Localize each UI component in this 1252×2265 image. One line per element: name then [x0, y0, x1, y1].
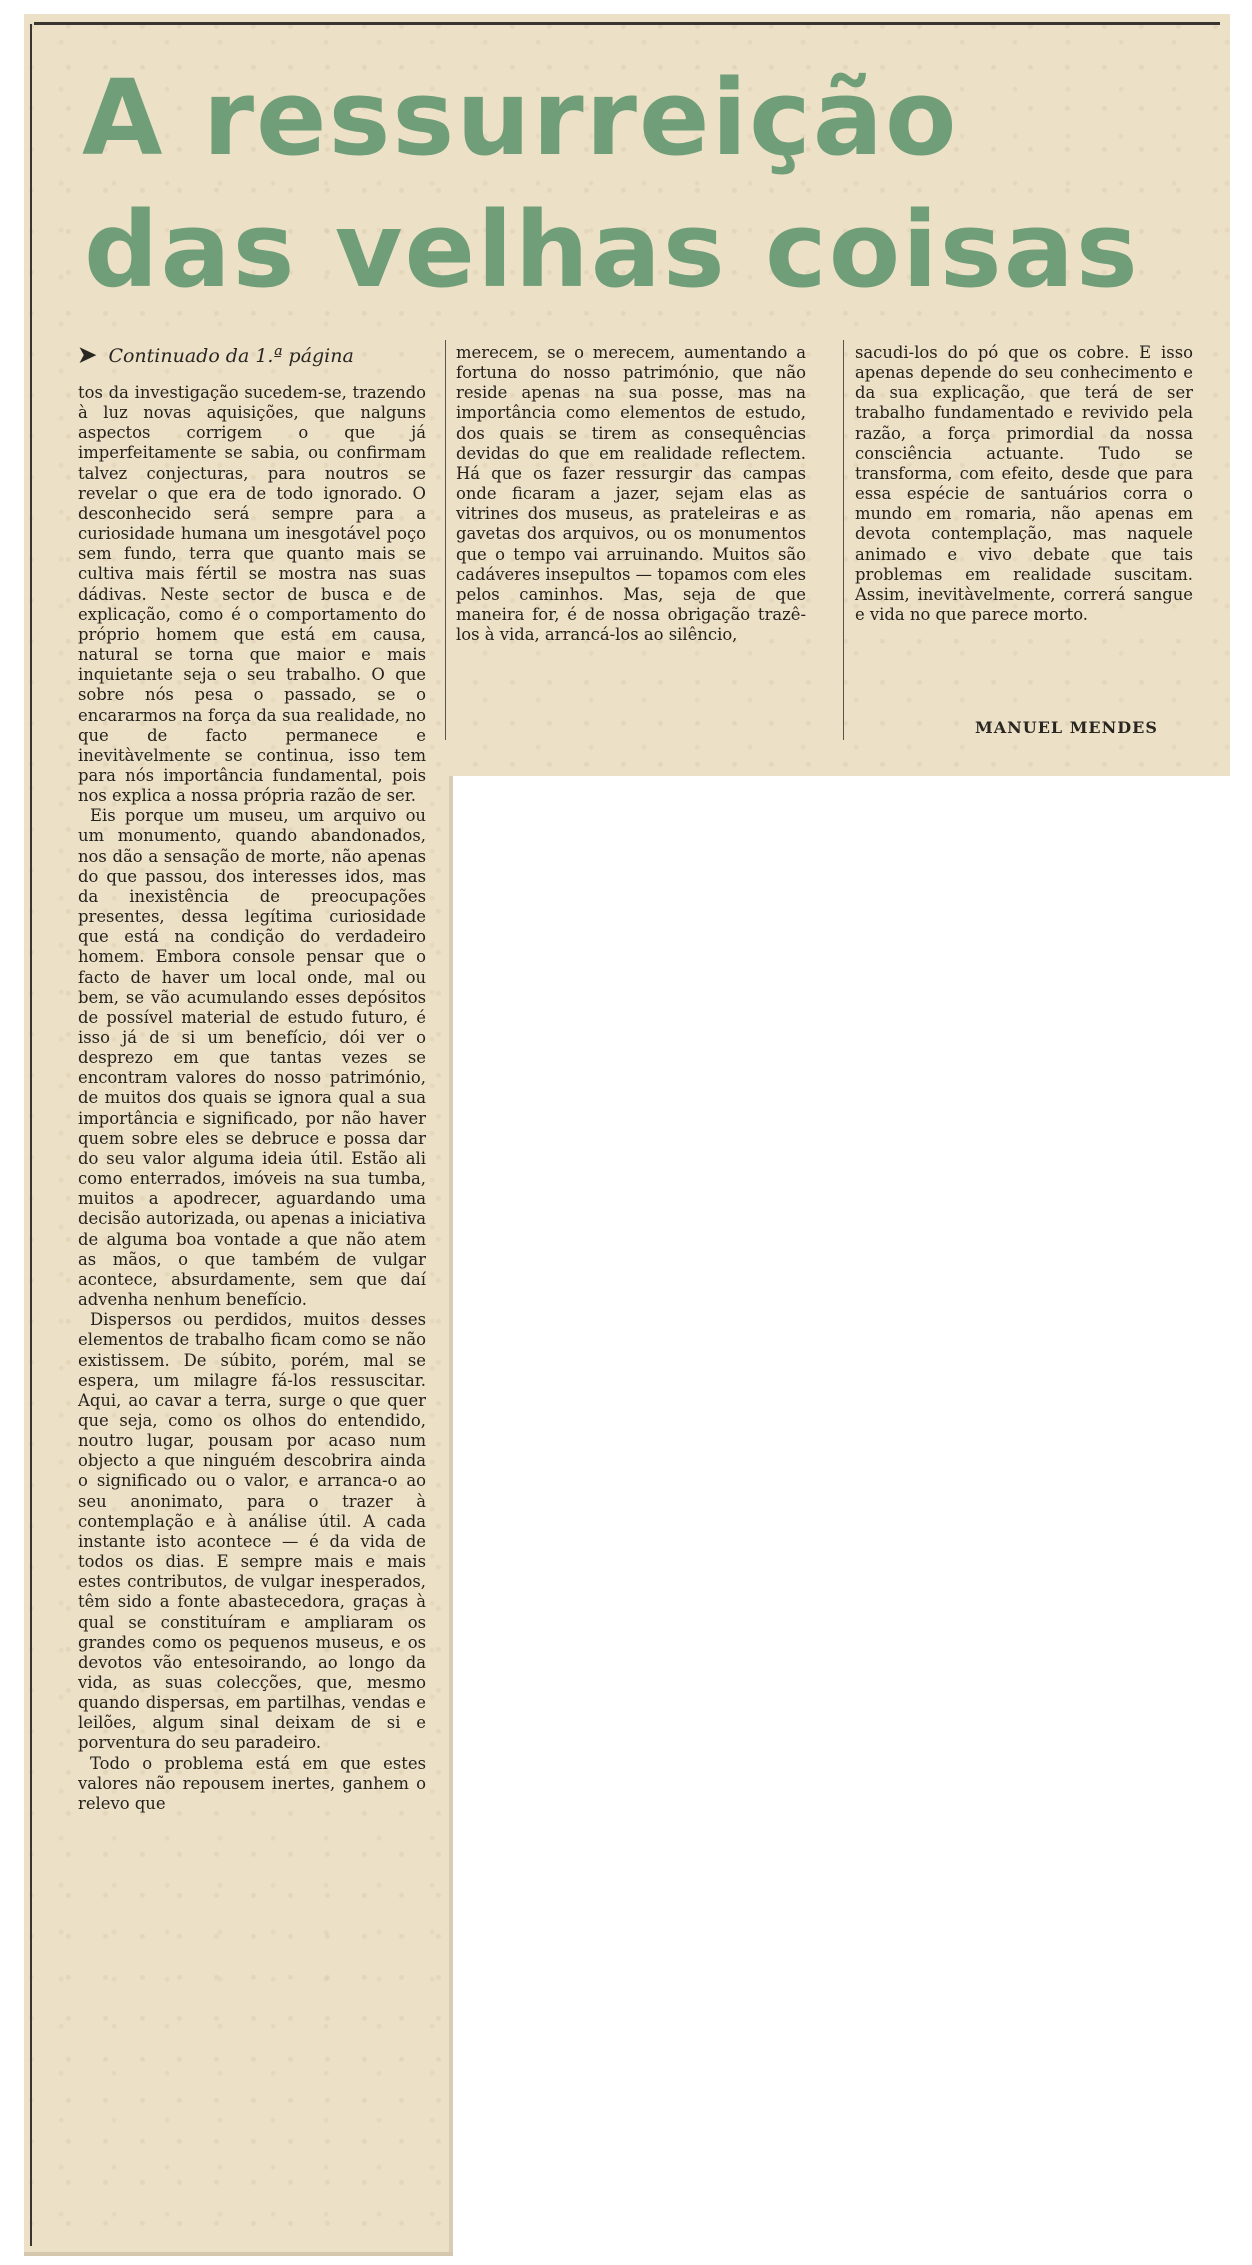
paragraph: Eis porque um museu, um arquivo ou um monumento, quando abandonados, nos dão a sensação de morte, não apenas do que passou, dos interesses idos, mas da inexistência de preocupações presentes, dessa legítima curiosidade que está na condição do verdadeiro homem. Embora console pensar que o facto de haver um local onde, mal ou bem, se vão acumulando esses depósitos de possível material de estudo futuro, é isso já de si um benefício, dói ver o desprezo em que tantas vezes se encontram valores do nosso património, de muitos dos quais se ignora qual a sua importância e significado, por não haver quem sobre eles se debruce e possa dar do seu valor alguma ideia útil. Estão ali como enterrados, imóveis na sua tumba, muitos a apodrecer, aguardando uma decisão autorizada, ou apenas a iniciativa de alguma boa vontade a que não atem as mãos, o que também de vulgar acontece, absurdamente, sem que daí advenha nenhum benefício.: [78, 806, 426, 1310]
author-byline: MANUEL MENDES: [975, 718, 1158, 737]
article-column-1: [78, 383, 426, 1814]
article-column-2: [456, 343, 806, 645]
paragraph: tos da investigação sucedem-se, trazendo à luz novas aquisições, que nalguns aspectos corrigem o que já imperfeitamente se sabia, ou confirmam talvez conjecturas, para noutros se revelar o que era de todo ignorado. O desconhecido será sempre para a curiosidade humana um inesgotável poço sem fundo, terra que quanto mais se cultiva mais fértil se mostra nas suas dádivas. Neste sector de busca e de explicação, como é o comportamento do próprio homem que está em causa, natural se torna que maior e mais inquietante seja o seu trabalho. O que sobre nós pesa o passado, se o encararmos na força da sua realidade, no que de facto permanece e inevitàvelmente se continua, isso tem para nós importância fundamental, pois nos explica a nossa própria razão de ser.: [78, 383, 426, 806]
continuation-note: [78, 342, 418, 368]
clipping-bottom-shadow: [24, 2252, 453, 2256]
continuation-label: Continuado da 1.ª página: [108, 345, 354, 367]
top-border-rule: [34, 22, 1220, 25]
article-column-3: [855, 343, 1193, 625]
column-rule: [445, 340, 446, 740]
paragraph: Todo o problema está em que estes valores não repousem inertes, ganhem o relevo que: [78, 1753, 426, 1813]
arrow-right-icon: ➤: [78, 342, 97, 368]
clipping-edge-shadow: [449, 776, 453, 2253]
paragraph: sacudi-los do pó que os cobre. E isso apenas depende do seu conhecimento e da sua explicação, que terá de ser trabalho fundamentado e revivido pela razão, a força primordial da nossa consciência actuante. Tudo se transforma, com efeito, desde que para essa espécie de santuários corra o mundo em romaria, não apenas em devota contemplação, mas naquele animado e vivo debate que tais problemas em realidade suscitam. Assim, inevitàvelmente, correrá sangue e vida no que parece morto.: [855, 343, 1193, 625]
headline-line-2: das velhas coisas: [84, 189, 1140, 311]
headline-line-1: A ressurreição: [82, 57, 959, 179]
paragraph: merecem, se o merecem, aumentando a fortuna do nosso património, que não reside apenas na sua posse, mas na importância como elementos de estudo, dos quais se tirem as consequências devidas do que em realidade reflectem. Há que os fazer ressurgir das campas onde ficaram a jazer, sejam elas as vitrines dos museus, as prateleiras e as gavetas dos arquivos, ou os monumentos que o tempo vai arruinando. Muitos são cadáveres insepultos — topamos com eles pelos caminhos. Mas, seja de que maneira for, é de nossa obrigação trazê-los à vida, arrancá-los ao silêncio,: [456, 343, 806, 645]
column-rule: [843, 340, 844, 740]
paragraph: Dispersos ou perdidos, muitos desses elementos de trabalho ficam como se não existissem. De súbito, porém, mal se espera, um milagre fá-los ressuscitar. Aqui, ao cavar a terra, surge o que quer que seja, como os olhos do entendido, noutro lugar, pousam por acaso num objecto a que ninguém descobrira ainda o significado ou o valor, e arranca-o ao seu anonimato, para o trazer à contemplação e à análise útil. A cada instante isto acontece — é da vida de todos os dias. E sempre mais e mais estes contributos, de vulgar inesperados, têm sido a fonte abastecedora, graças à qual se constituíram e ampliaram os grandes como os pequenos museus, e os devotos vão entesoirando, ao longo da vida, as suas colecções, que, mesmo quando dispersas, em partilhas, vendas e leilões, algum sinal deixam de si e porventura do seu paradeiro.: [78, 1310, 426, 1753]
left-border-rule: [30, 24, 32, 2246]
